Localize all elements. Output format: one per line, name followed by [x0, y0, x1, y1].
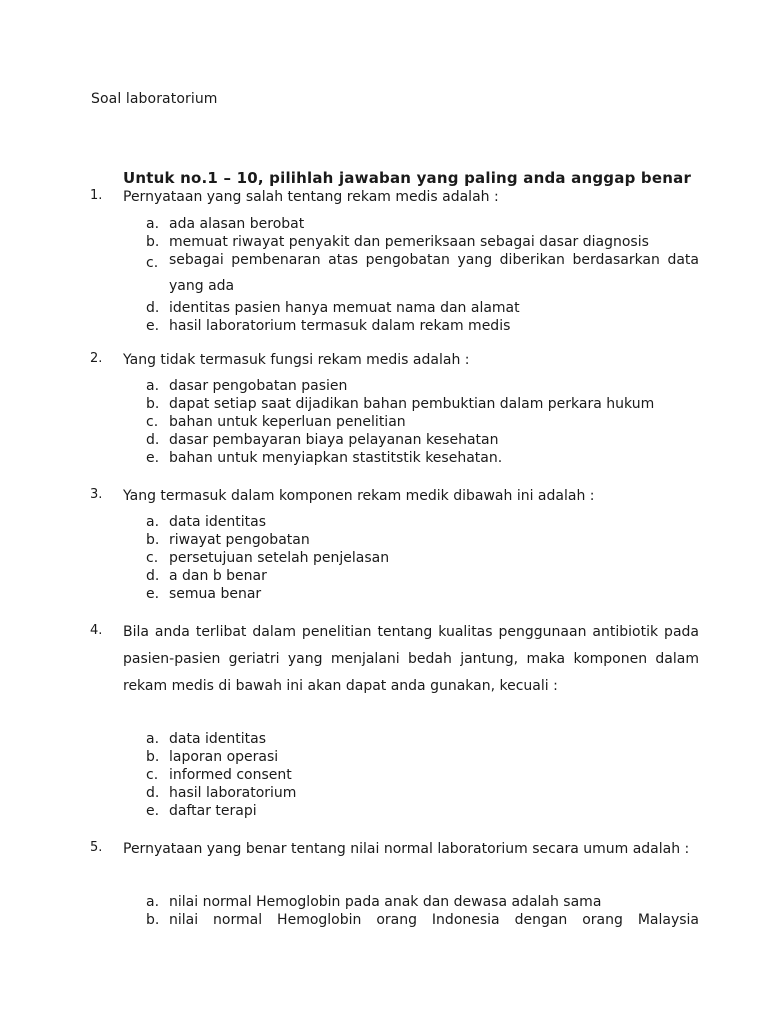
option-text: hasil laboratorium: [169, 785, 297, 801]
question-number: 3.: [90, 487, 103, 502]
option-text: nilai normal Hemoglobin orang Indonesia dengan orang Malaysia: [169, 912, 699, 928]
option-label: a.: [146, 514, 160, 530]
document-title: Soal laboratorium: [91, 91, 218, 107]
option-item: [146, 431, 699, 449]
option-text: bahan untuk keperluan penelitian: [169, 414, 406, 430]
option-text: identitas pasien hanya memuat nama dan alamat: [169, 300, 520, 316]
option-text: a dan b benar: [169, 568, 267, 584]
option-item: [146, 748, 699, 766]
instruction-text: Untuk no.1 – 10, pilihlah jawaban yang paling anda anggap benar: [123, 169, 692, 187]
option-label: d.: [146, 432, 160, 448]
option-text: dasar pembayaran biaya pelayanan kesehatan: [169, 432, 499, 448]
option-label: b.: [146, 532, 160, 548]
option-item: [146, 784, 699, 802]
question-text: Bila anda terlibat dalam penelitian tentang kualitas penggunaan antibiotik pada pasien-pasien geriatri yang menjalani bedah jantung, maka komponen dalam rekam medis di bawah ini akan dapat anda gunakan, kecuali :: [123, 624, 699, 694]
option-label: c.: [146, 414, 159, 430]
option-item: [146, 766, 699, 784]
question-4-options: [146, 730, 699, 820]
option-label: b.: [146, 396, 160, 412]
question-1-options: [146, 215, 699, 335]
option-item: [146, 395, 699, 413]
option-item: [146, 730, 699, 748]
option-text: memuat riwayat penyakit dan pemeriksaan sebagai dasar diagnosis: [169, 234, 649, 250]
option-label: a.: [146, 894, 160, 910]
option-item: [146, 299, 699, 317]
option-label: e.: [146, 450, 160, 466]
option-item: [146, 567, 699, 585]
question-2-options: [146, 377, 699, 467]
option-text: daftar terapi: [169, 803, 257, 819]
option-item: [146, 893, 699, 911]
option-label: c.: [146, 550, 159, 566]
option-label: e.: [146, 318, 160, 334]
option-text: semua benar: [169, 586, 262, 602]
option-text: riwayat pengobatan: [169, 532, 310, 548]
option-label: e.: [146, 803, 160, 819]
option-text: hasil laboratorium termasuk dalam rekam medis: [169, 318, 511, 334]
option-text: dasar pengobatan pasien: [169, 378, 348, 394]
option-item: [146, 513, 699, 531]
option-label: c.: [146, 255, 159, 271]
option-text: bahan untuk menyiapkan stastitstik kesehatan.: [169, 450, 503, 466]
question-text: Pernyataan yang benar tentang nilai normal laboratorium secara umum adalah :: [123, 841, 690, 857]
question-number: 1.: [90, 188, 103, 203]
option-text: nilai normal Hemoglobin pada anak dan dewasa adalah sama: [169, 894, 602, 910]
option-text: data identitas: [169, 514, 266, 530]
question-text: Yang tidak termasuk fungsi rekam medis adalah :: [123, 352, 470, 368]
option-text: sebagai pembenaran atas pengobatan yang diberikan berdasarkan data yang ada: [169, 252, 699, 294]
question-text: Yang termasuk dalam komponen rekam medik dibawah ini adalah :: [123, 488, 595, 504]
option-label: a.: [146, 216, 160, 232]
option-item: [146, 215, 699, 233]
option-label: c.: [146, 767, 159, 783]
option-item: [146, 585, 699, 603]
option-text: persetujuan setelah penjelasan: [169, 550, 390, 566]
option-label: d.: [146, 568, 160, 584]
option-text: laporan operasi: [169, 749, 279, 765]
option-text: data identitas: [169, 731, 266, 747]
option-label: b.: [146, 749, 160, 765]
option-label: e.: [146, 586, 160, 602]
option-text: dapat setiap saat dijadikan bahan pembuktian dalam perkara hukum: [169, 396, 655, 412]
option-label: a.: [146, 378, 160, 394]
option-label: b.: [146, 912, 160, 928]
option-item: [146, 802, 699, 820]
option-item: [146, 377, 699, 395]
question-text: Pernyataan yang salah tentang rekam medis adalah :: [123, 189, 499, 205]
question-3-options: [146, 513, 699, 603]
option-label: a.: [146, 731, 160, 747]
option-item: [146, 248, 699, 299]
question-number: 2.: [90, 351, 103, 366]
question-number: 4.: [90, 623, 103, 638]
option-label: d.: [146, 300, 160, 316]
option-item: [146, 531, 699, 549]
option-item: [146, 911, 699, 929]
option-item: [146, 449, 699, 467]
option-item: [146, 549, 699, 567]
question-number: 5.: [90, 840, 103, 855]
option-item: [146, 413, 699, 431]
question-5-options: [146, 893, 699, 929]
option-label: b.: [146, 234, 160, 250]
option-label: d.: [146, 785, 160, 801]
option-text: informed consent: [169, 767, 292, 783]
option-text: ada alasan berobat: [169, 216, 305, 232]
option-item: [146, 317, 699, 335]
